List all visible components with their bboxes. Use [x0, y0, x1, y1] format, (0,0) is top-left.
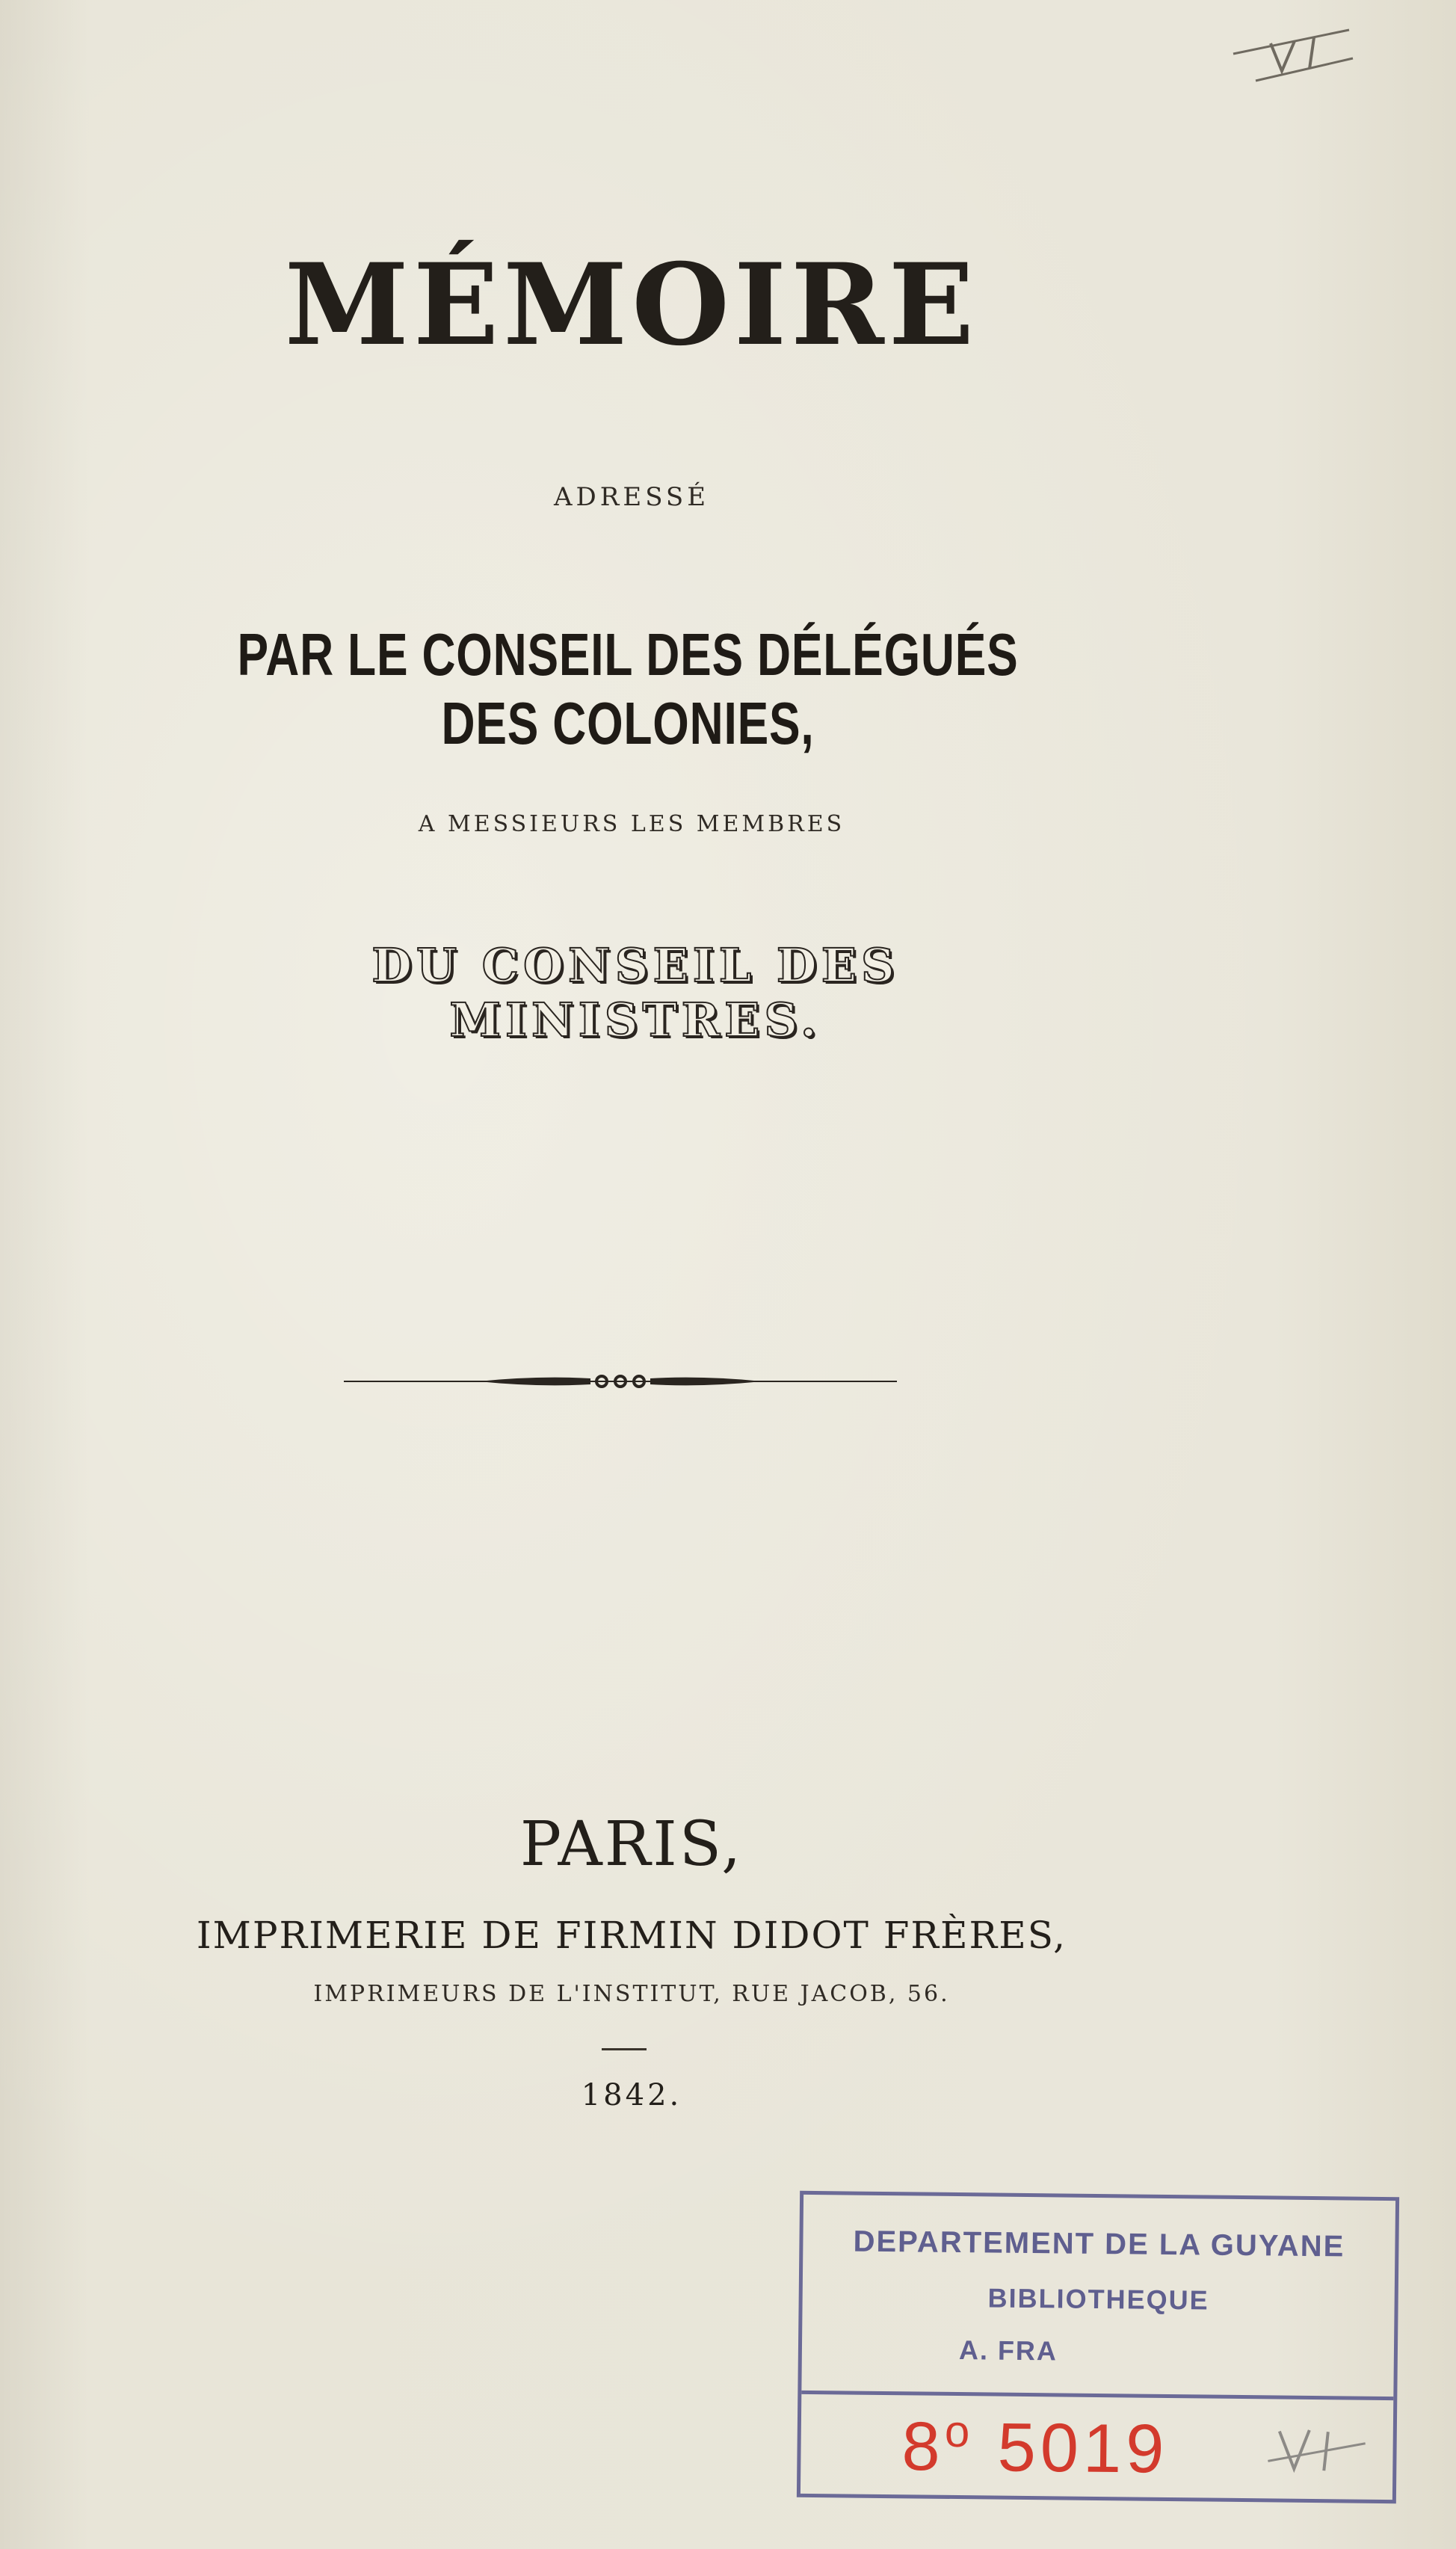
call-number	[901, 2405, 1169, 2488]
stamp-library: BIBLIOTHEQUE	[987, 2282, 1209, 2316]
city-line: PARIS,	[519, 1809, 744, 1880]
call-number-prefix: 8	[901, 2408, 946, 2485]
stamp-name: A. FRA	[958, 2334, 1058, 2367]
conseil-line: PAR LE CONSEIL DES DÉLÉGUÉS DES COLONIES,	[237, 621, 1019, 756]
printer-address-line: IMPRIMEURS DE L'INSTITUT, RUE JACOB, 56.	[313, 1981, 950, 2007]
adresse-line: ADRESSÉ	[553, 482, 710, 512]
document-title: MÉMOIRE	[284, 239, 979, 371]
call-number-sup: o	[944, 2405, 975, 2457]
stamp-divider	[801, 2391, 1393, 2400]
year-line: 1842.	[581, 2078, 682, 2112]
short-rule	[602, 2048, 647, 2050]
call-number-value: 5019	[997, 2409, 1169, 2488]
stamp-handwritten-mark	[1264, 2416, 1369, 2484]
corner-handwritten-mark	[1226, 22, 1360, 90]
ornamental-divider	[344, 1366, 897, 1396]
printer-line: IMPRIMERIE DE FIRMIN DIDOT FRÈRES,	[196, 1914, 1067, 1957]
messieurs-line: A MESSIEURS LES MEMBRES	[418, 811, 845, 837]
ministres-line: DU CONSEIL DES MINISTRES.	[371, 938, 899, 1047]
library-stamp	[797, 2191, 1399, 2503]
stamp-department: DEPARTEMENT DE LA GUYANE	[853, 2225, 1345, 2263]
